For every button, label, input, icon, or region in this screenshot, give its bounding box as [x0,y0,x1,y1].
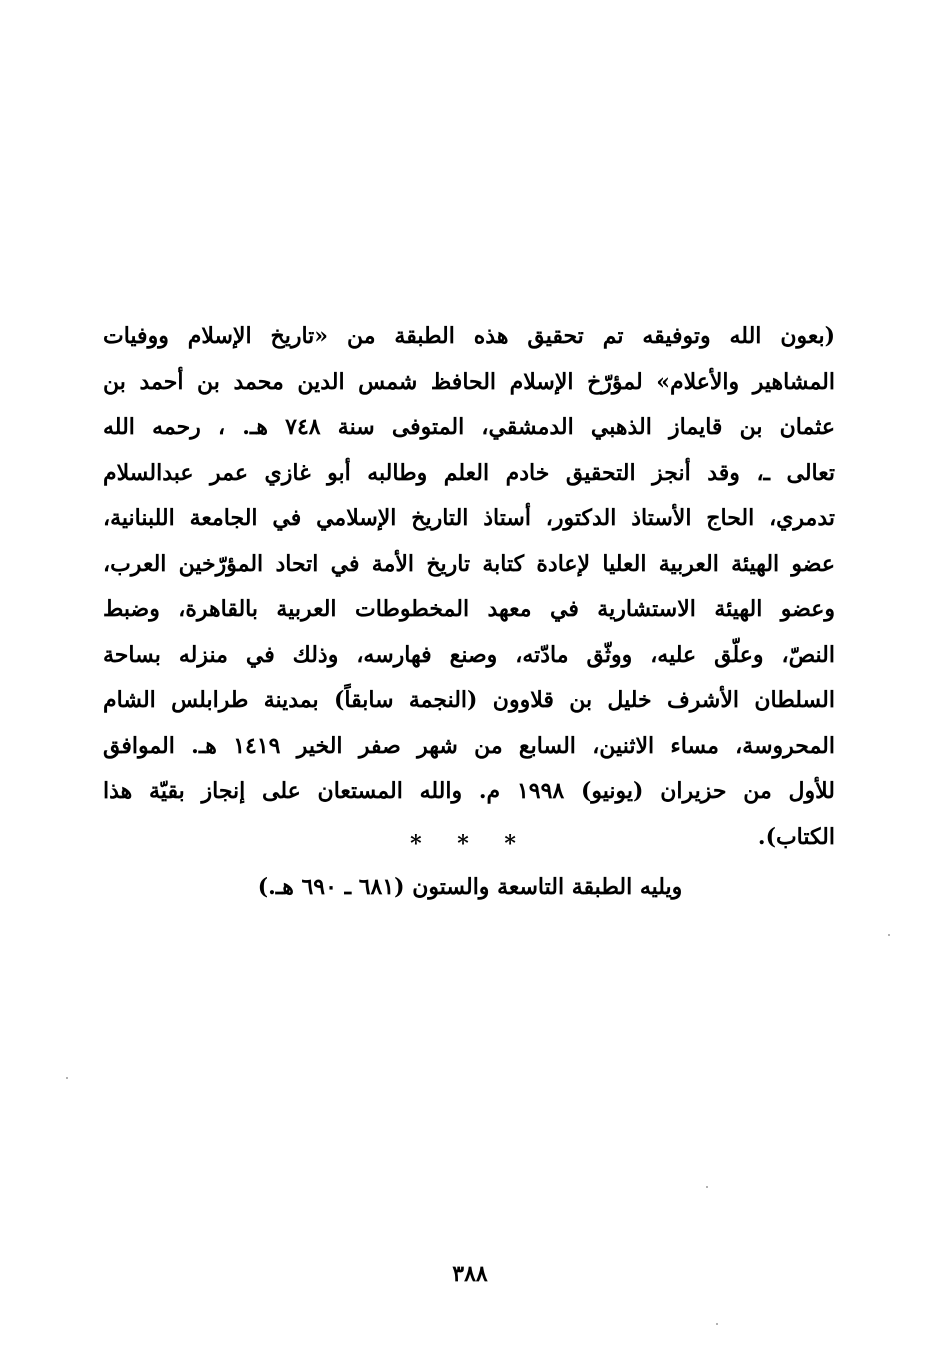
scan-speck [706,1186,708,1188]
colophon-line: عثمان بن قايماز الذهبي الدمشقي، المتوفى سنة ٧٤٨ هـ. ، رحمه الله [103,414,835,440]
colophon-line: عضو الهيئة العربية العليا لإعادة كتابة تاريخ الأمة في اتحاد المؤرّخين العرب، [103,550,835,577]
section-separator: * * * [410,831,530,857]
colophon-paragraph [103,314,835,860]
colophon-line: النصّ، وعلّق عليه، ووثّق مادّته، وصنع فهارسه، وذلك في منزله بساحة [103,641,835,668]
colophon-line: للأول من حزيران (يونيو) ١٩٩٨ م. والله المستعان على إنجاز بقيّة هذا [103,778,835,804]
colophon-line: تدمري، الحاج الأستاذ الدكتور، أستاذ التاريخ الإسلامي في الجامعة اللبنانية، [103,505,835,531]
next-section-note: ويليه الطبقة التاسعة والستون (٦٨١ ـ ٦٩٠ هـ.) [257,874,683,900]
colophon-line: المشاهير والأعلام» لمؤرّخ الإسلام الحافظ شمس الدين محمد بن أحمد بن [103,368,835,395]
colophon-line: الكتاب). [757,823,835,850]
colophon-line: المحروسة، مساء الاثنين، السابع من شهر صفر الخير ١٤١٩ هـ. الموافق [103,732,835,759]
colophon-line: تعالى ـ، وقد أنجز التحقيق خادم العلم وطالبه أبو غازي عمر عبدالسلام [103,459,835,486]
colophon-line: وعضو الهيئة الاستشارية في معهد المخطوطات العربية بالقاهرة، وضبط [103,596,835,622]
scan-speck [66,1077,68,1079]
scan-speck [888,934,890,936]
colophon-line: السلطان الأشرف خليل بن قلاوون (النجمة سابقاً) بمدينة طرابلس الشام [103,687,835,713]
colophon-line: (بعون الله وتوفيقه تم تحقيق هذه الطبقة من «تاريخ الإسلام ووفيات [103,323,835,349]
page-number: ٣٨٨ [452,1261,488,1287]
scan-speck [716,1323,718,1325]
